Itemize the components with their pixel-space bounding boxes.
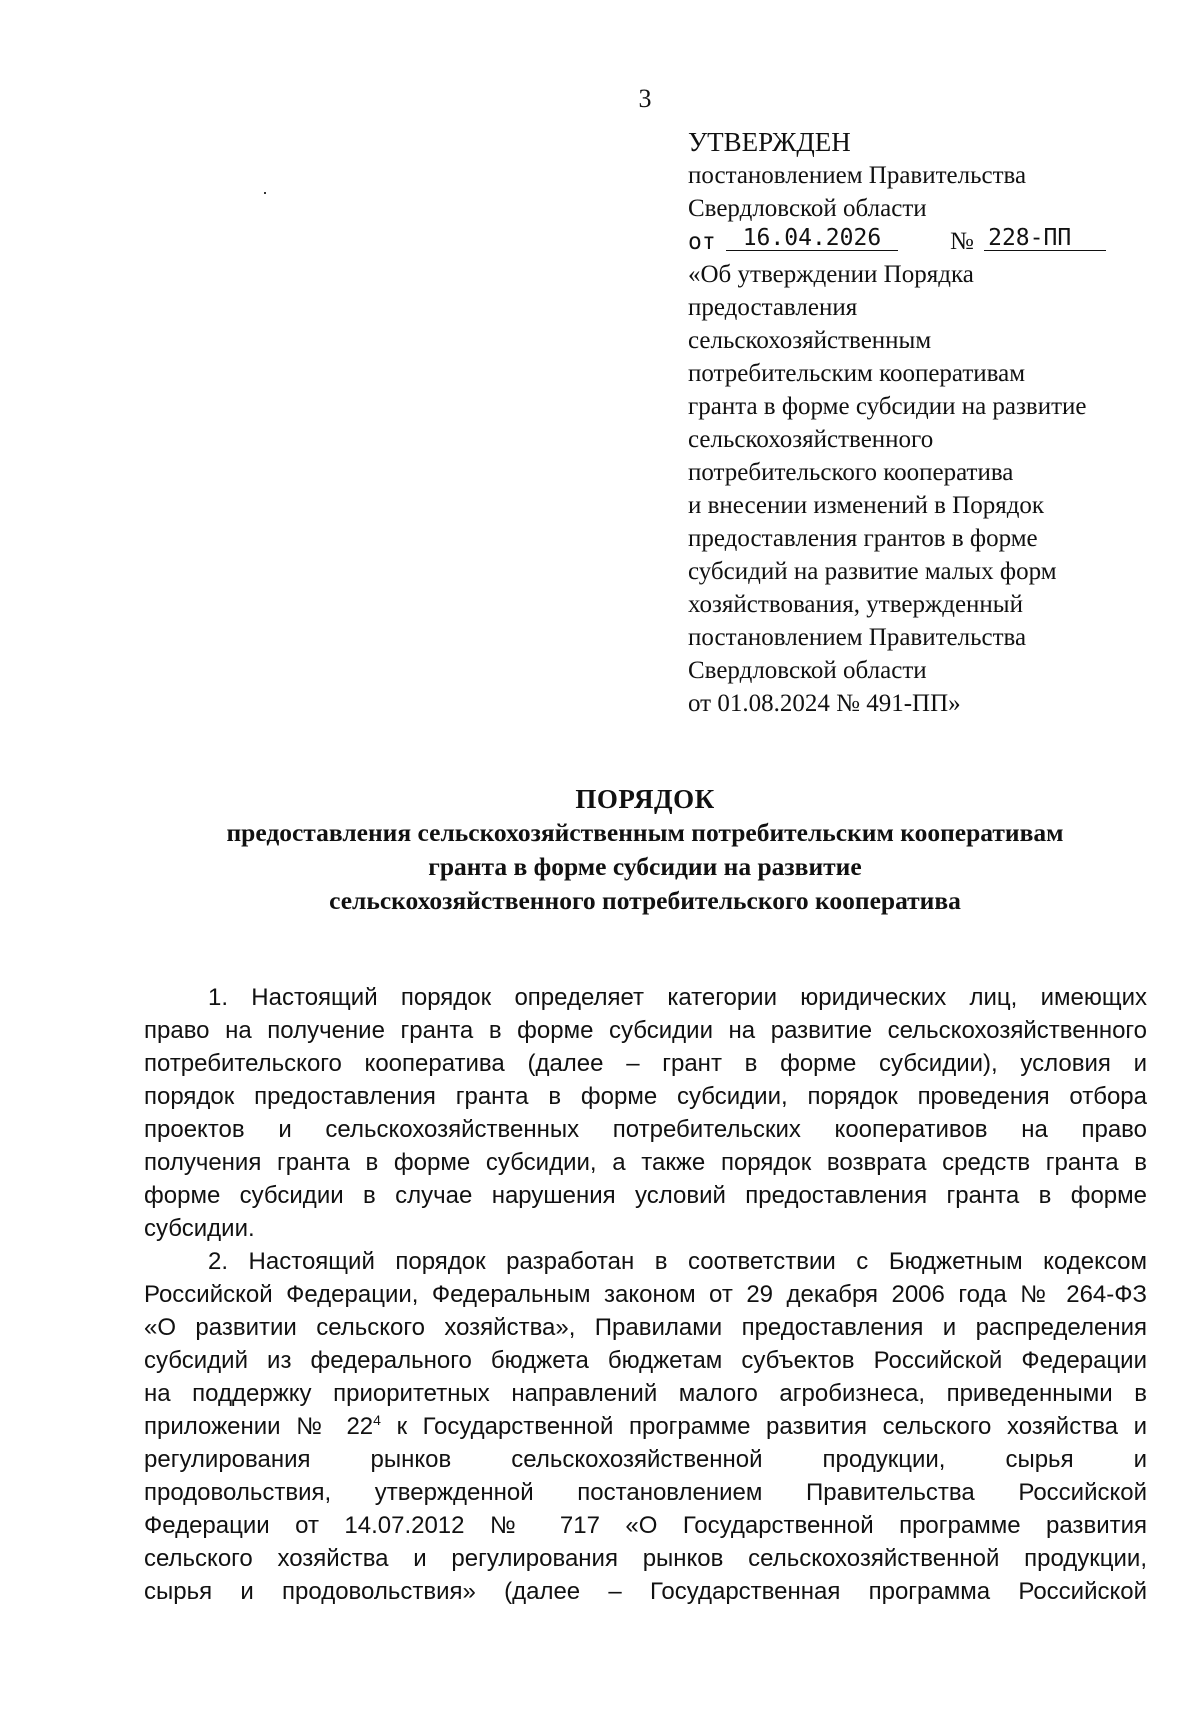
date-prefix: от xyxy=(688,229,716,255)
decree-title-line: постановлением Правительства xyxy=(688,624,1027,651)
paragraph-1 xyxy=(144,981,1147,1245)
decree-title-line: предоставления xyxy=(688,294,858,321)
paragraph-line: сырья и продовольствия» (далее – Государственная программа Российской xyxy=(144,1578,1147,1605)
appendix-number xyxy=(296,1413,381,1440)
decree-title-line: субсидий на развитие малых форм xyxy=(688,558,1057,585)
decree-title-line: «Об утверждении Порядка xyxy=(688,261,974,288)
number-field xyxy=(984,226,1106,251)
approval-block xyxy=(688,126,1168,720)
paragraph-line: Российской Федерации, Федеральным законом от 29 декабря 2006 года № 264-ФЗ xyxy=(144,1281,1147,1308)
approval-date-line xyxy=(688,225,1168,258)
paragraph-2 xyxy=(144,1245,1147,1608)
paragraph-line: продовольствия, утвержденной постановлением Правительства Российской xyxy=(144,1479,1147,1506)
document-title xyxy=(0,782,1200,918)
paragraph-line: потребительского кооператива (далее – грант в форме субсидии), условия и xyxy=(144,1050,1147,1077)
paragraph-line: 1. Настоящий порядок определяет категории юридических лиц, имеющих xyxy=(208,984,1147,1011)
superscript: 4 xyxy=(373,1412,381,1428)
document-title-line: сельскохозяйственного потребительского кооператива xyxy=(329,886,961,915)
decree-title-line: Свердловской области xyxy=(688,657,927,684)
appendix-number-text: № 22 xyxy=(296,1413,374,1440)
approval-heading: УТВЕРЖДЕН xyxy=(688,127,851,157)
decree-title-line: сельскохозяйственным xyxy=(688,327,932,354)
approval-line: Свердловской области xyxy=(688,195,927,222)
paragraph-line: на поддержку приоритетных направлений малого агробизнеса, приведенными в xyxy=(144,1380,1147,1407)
paragraph-line: проектов и сельскохозяйственных потребительских кооперативов на право xyxy=(144,1116,1147,1143)
paragraph-line: сельского хозяйства и регулирования рынков сельскохозяйственной продукции, xyxy=(144,1545,1147,1572)
paragraph-line: субсидии. xyxy=(144,1215,255,1242)
paragraph-line: форме субсидии в случае нарушения условий предоставления гранта в форме xyxy=(144,1182,1147,1209)
document-title-line: гранта в форме субсидии на развитие xyxy=(428,852,862,881)
decree-title-line: потребительским кооперативам xyxy=(688,360,1026,387)
page-number: 3 xyxy=(638,84,652,113)
paragraph-line: 2. Настоящий порядок разработан в соответствии с Бюджетным кодексом xyxy=(208,1248,1147,1275)
decree-title-line: и внесении изменений в Порядок xyxy=(688,492,1045,519)
line-segment: к Государственной программе развития сельского хозяйства и xyxy=(396,1413,1148,1440)
decree-title-line: предоставления грантов в форме xyxy=(688,525,1038,552)
number-prefix: № xyxy=(950,228,974,255)
line-segment: приложении xyxy=(144,1413,281,1440)
paragraph-line: «О развитии сельского хозяйства», Правилами предоставления и распределения xyxy=(144,1314,1147,1341)
approval-line: постановлением Правительства xyxy=(688,162,1027,189)
number-value: 228-ПП xyxy=(988,225,1072,251)
decree-title-line: потребительского кооператива xyxy=(688,459,1014,486)
number-field-group xyxy=(950,225,1106,258)
decree-title-line: хозяйствования, утвержденный xyxy=(688,591,1023,618)
date-field xyxy=(726,226,898,251)
paragraph-line: право на получение гранта в форме субсидии на развитие сельскохозяйственного xyxy=(144,1017,1147,1044)
paragraph-line: получения гранта в форме субсидии, а также порядок возврата средств гранта в xyxy=(144,1149,1147,1176)
paragraph-line xyxy=(144,1410,1147,1443)
decree-title-line: от 01.08.2024 № 491-ПП» xyxy=(688,690,961,717)
paragraph-line: субсидий из федерального бюджета бюджетам субъектов Российской Федерации xyxy=(144,1347,1147,1374)
scan-dot xyxy=(264,192,266,194)
decree-title-line: сельскохозяйственного xyxy=(688,426,934,453)
paragraph-line: Федерации от 14.07.2012 № 717 «О Государственной программе развития xyxy=(144,1512,1147,1539)
date-value: 16.04.2026 xyxy=(742,225,882,251)
decree-title-line: гранта в форме субсидии на развитие xyxy=(688,393,1087,420)
paragraph-line: регулирования рынков сельскохозяйственной продукции, сырья и xyxy=(144,1446,1147,1473)
document-title-main: ПОРЯДОК xyxy=(575,784,715,814)
document-title-line: предоставления сельскохозяйственным потребительским кооперативам xyxy=(226,818,1064,847)
paragraph-line: порядок предоставления гранта в форме субсидии, порядок проведения отбора xyxy=(144,1083,1147,1110)
